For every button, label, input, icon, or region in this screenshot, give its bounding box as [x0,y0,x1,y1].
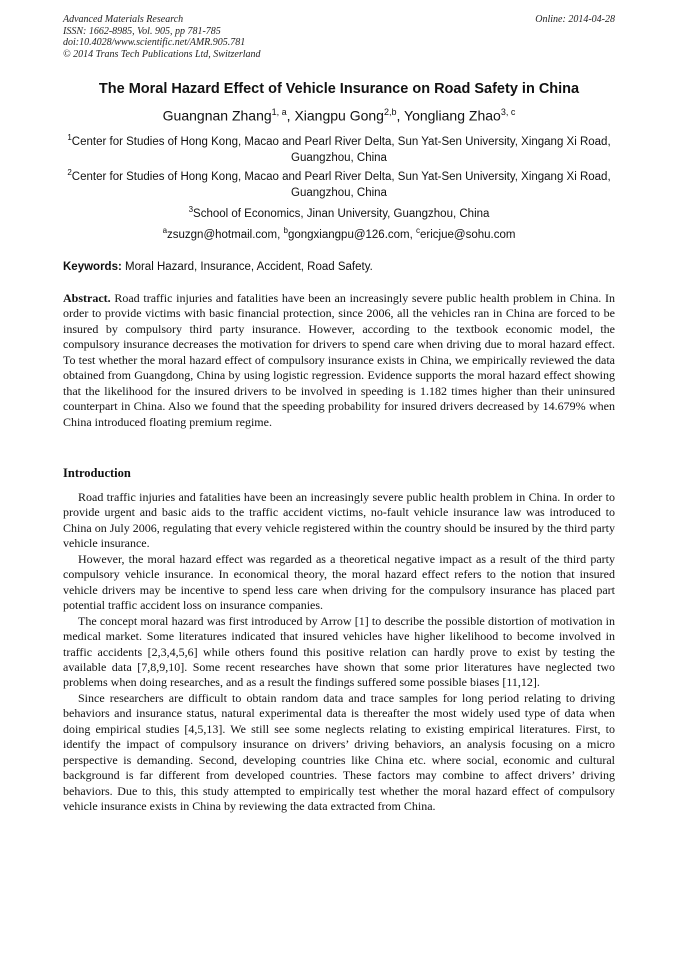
paragraph: Road traffic injuries and fatalities have been an increasingly severe public health problem in China. In order to provide urgent and basic aids to the traffic accident victims, no-fault vehicle insurance law was introduced to China on July 2006, regulating that every vehicle registered within the country should be insured by the third party vehicle insurance. [63,490,615,551]
email-sup: b [283,226,288,235]
author-sep: , [396,107,405,124]
author-sup: 2,b [383,107,397,117]
affiliation-text: Center for Studies of Hong Kong, Macao and Pearl River Delta, Sun Yat-Sen University, Xingang Xi Road, Guangzhou, China [71,170,611,199]
author-sep: , [286,107,295,124]
paragraph: Since researchers are difficult to obtain random data and trace samples for long period relating to driving behaviors and insurance status, natural experimental data is thereafter the most widely used type of data when doing empirical studies [4,5,13]. We still see some neglects relating to existing empirical literatures. First, to identify the impact of compulsory insurance on drivers’ driving behaviors, an analysis focusing on a micro perspective is demanding. Second, developing countries like China etc. where social, economic and cultural background is far different from developed countries. These factors may combine to affect drivers’ driving behaviors. Due to this, this study attempted to empirically test whether the moral hazard effect of compulsory vehicle insurance exists in China by reviewing the data extracted from China. [63,690,615,814]
author-name: Guangnan Zhang [162,107,272,124]
author-name: Yongliang Zhao [404,107,501,124]
introduction-body [63,490,615,815]
doi-line: doi:10.4028/www.scientific.net/AMR.905.781 [63,37,246,48]
abstract-text: Road traffic injuries and fatalities have been an increasingly severe public health problem in China. In order to provide victims with basic financial protection, since 2006, all the vehicles ran in China are forced to be insured by compulsory third party insurance. However, according to the textbook economic model, the compulsory insurance decreases the motivation for drivers to spend care when driving due to moral hazard effect. To test whether the moral hazard effect of compulsory insurance exists in China, we empirically reviewed the data obtained from Guangdong, China by using logistic regression. Evidence supports the moral hazard effect showing that the likelihood for the insured drivers to be involved in speeding is 1.182 times higher than their uninsured counterpart in China. Also we found that the speeding probability for insured drivers decreased by 14.679% when China introduced floating premium regime. [63,291,615,429]
keywords [63,260,615,274]
online-date: Online: 2014-04-28 [535,14,615,25]
email-sup: a [162,226,168,235]
affiliation-sup: 3 [188,205,194,214]
issn-line: ISSN: 1662-8985, Vol. 905, pp 781-785 [63,25,221,37]
paragraph: The concept moral hazard was first introduced by Arrow [1] to describe the possible distortion of motivation in medical market. Some literatures indicated that insured vehicles have higher likelihood to become involved in traffic accidents [2,3,4,5,6] while others found this positive relation can hardly prove to exist by testing the available data [7,8,9,10]. Some recent researches have shown that some prior literatures have neglected two problems when doing researches, and as a result the findings suffered some possible biases [11,12]. [63,613,615,690]
keywords-label: Keywords: [63,261,122,273]
author-sup: 3, c [500,107,516,117]
copyright-line: © 2014 Trans Tech Publications Ltd, Switzerland [63,48,261,60]
abstract [63,291,615,430]
abstract-label: Abstract. [63,291,111,305]
affiliation-text: School of Economics, Jinan University, Guangzhou, China [193,207,490,220]
email-sup: c [416,226,421,235]
affiliation-text: Center for Studies of Hong Kong, Macao and Pearl River Delta, Sun Yat-Sen University, Xingang Xi Road, Guangzhou, China [71,135,611,164]
email-line [62,223,616,243]
author-sup: 1, a [271,107,287,117]
email-text: gongxiangpu@126.com, [287,228,417,241]
journal-name: Advanced Materials Research [63,14,184,25]
email-text: ericjue@sohu.com [420,228,516,241]
paragraph: However, the moral hazard effect was regarded as a theoretical negative impact as a result of the third party compulsory vehicle insurance. In economical theory, the moral hazard effect refers to the notion that insured vehicle drivers may be incentive to spend less care when driving for the compulsory insurance has placed part potential traffic accident loss on insurance companies. [63,551,615,613]
affiliation-2 [62,165,616,201]
affiliation-1 [62,130,616,166]
email-text: zsuzgn@hotmail.com, [167,228,284,241]
author-list [40,103,638,125]
author-name: Xiangpu Gong [294,107,384,124]
paper-title: The Moral Hazard Effect of Vehicle Insurance on Road Safety in China [98,81,580,97]
section-heading-introduction: Introduction [63,466,131,480]
journal-header [63,14,615,60]
affiliation-sup: 2 [67,168,72,177]
keywords-text: Moral Hazard, Insurance, Accident, Road Safety. [121,261,373,273]
affiliation-3 [62,202,616,222]
affiliation-sup: 1 [67,133,72,142]
